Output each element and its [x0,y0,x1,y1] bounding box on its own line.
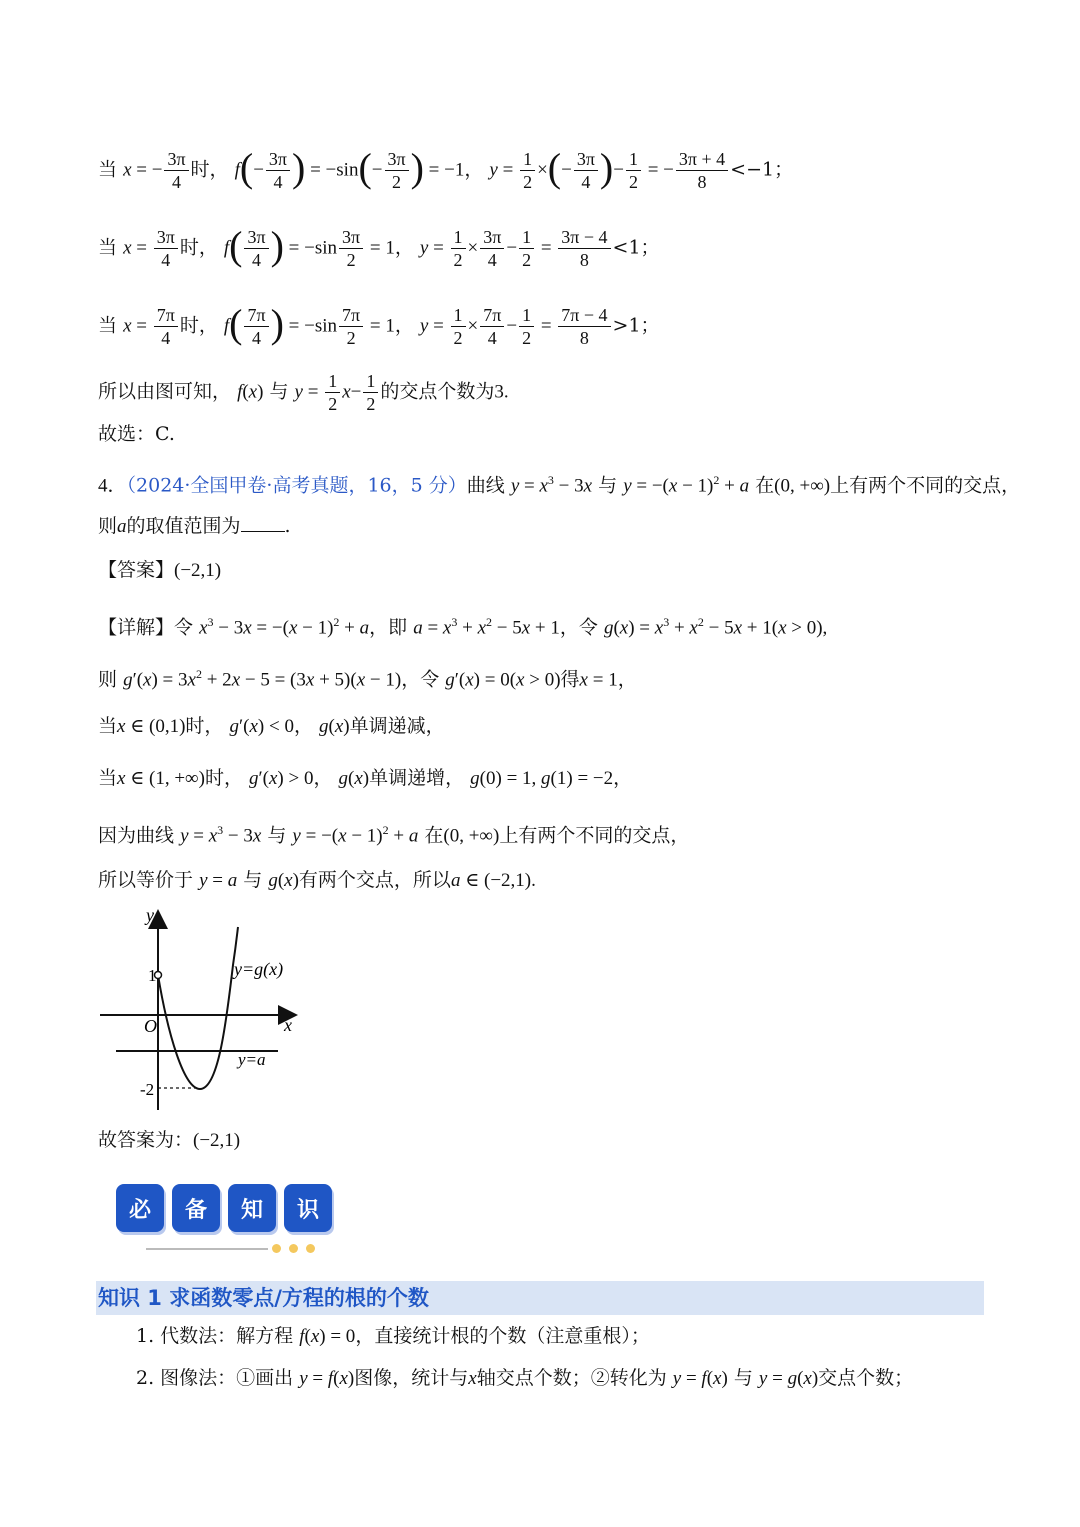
answer-value: (−2,1) [174,560,222,581]
text: 有两个交点，所以 [298,869,451,891]
text: 时， [179,314,218,337]
text: 当 [98,236,118,259]
question-source: （2024·全国甲卷·高考真题，16，5 分） [126,474,467,497]
text: 曲线 [466,474,505,497]
text: 则 [98,668,118,691]
tick-1-label: 1 [148,966,157,985]
text: ，即 [369,616,408,639]
detail-line-1: 【详解】令 $x^3 - 3x = -(x - 1)^2 + a$，即 $a = x^3 + x^2 - 5x + 1$，令 $g(x) = x^3 + x^2 - 5x + 1(x > 0)$, [98,615,828,639]
text: 得 [560,668,580,691]
text: 与 [269,380,289,403]
curve-label: y=g(x) [234,959,284,979]
section-badges [116,1184,332,1232]
knowledge-item-1: 1. 代数法：解方程 f(x) = 0，直接统计根的个数（注意重根）； [136,1325,650,1347]
answer-line [98,556,221,585]
text: 时， [204,767,243,789]
text: 当 [98,158,118,181]
text: 3. [494,381,509,403]
text: . [284,515,291,537]
badge-2: 备 [172,1184,220,1232]
text: 与 [267,824,287,847]
text: 单调递增， [369,767,465,789]
text: 令 [174,616,194,639]
text: 2. 图像法：①画出 [136,1367,294,1389]
text: 1. 代数法：解方程 [136,1325,294,1347]
text: 的取值范围为 [126,515,241,537]
text: 当 [98,715,118,737]
badge-3: 知 [228,1184,276,1232]
detail-line-2: 则 $g'(x) = 3x^2 + 2x - 5 = (3x + 5)(x - 1)$，令 g′(x) = 0(x > 0)得x = 1， [98,667,637,691]
text: 所以由图可知， [98,380,232,403]
badge-4: 识 [284,1184,332,1232]
text: 因为曲线 [98,824,175,847]
text: <−1； [730,158,794,181]
solution-line-3: 当 x = $\frac{7\pi}{4}$ 时， f( $\frac{7\pi}{4}$ ) = −sin $\frac{7\pi}{2}$ = 1， y = $\frac{1}{2}$ × $\frac{7\pi}{4}$ − $\frac{1}{2}$ = $\frac{7\pi - 4}{8}$ >1； [98,300,660,348]
detail-line-6: 所以等价于 y = a 与 g(x)有两个交点，所以a ∈ (−2,1). [98,869,536,891]
text: 的交点个数为 [380,380,495,403]
text: 故答案为： [98,1129,194,1151]
decorative-dot [272,1244,281,1253]
text: 在 [424,824,444,847]
detail-line-5: 因为曲线 $y = x^3 - 3x$ 与 $y = -(x - 1)^2 + a$ 在(0, +∞)上有两个不同的交点， [98,823,690,847]
text: 与 [243,869,263,891]
detail-line-3: 当x ∈ (0,1)时， g′(x) < 0， g(x)单调递减， [98,715,445,737]
text: ，令 [401,668,440,691]
solution-line-1: 当 x = − $\frac{3\pi}{4}$ 时， f(− $\frac{3\pi}{4}$ ) = −sin(− $\frac{3\pi}{2}$ ) = −1， y = $\frac{1}{2}$ ×(− $\frac{3\pi}{4}$ )− $\frac{1}{2}$ = − $\frac{3\pi + 4}{8}$ <−1； [98,144,794,192]
function-graph [96,905,306,1115]
text: 与 [733,1367,753,1389]
text: 与 [598,474,618,497]
text: >1； [612,314,660,337]
text: 时， [190,158,229,181]
knowledge-item-2: 2. 图像法：①画出 y = f(x)图像，统计与x轴交点个数；②转化为 y = f(x) 与 y = g(x)交点个数； [136,1367,914,1389]
solution-line-2: 当 x = $\frac{3\pi}{4}$ 时， f( $\frac{3\pi}{4}$ ) = −sin $\frac{3\pi}{2}$ = 1， y = $\frac{1}{2}$ × $\frac{3\pi}{4}$ − $\frac{1}{2}$ = $\frac{3\pi - 4}{8}$ <1； [98,222,660,270]
text: 图像，统计与 [354,1367,469,1389]
text: 当 [98,314,118,337]
g-curve [158,927,238,1089]
text: 所以等价于 [98,869,194,891]
text: 时， [179,236,218,259]
text: ，直接统计根的个数（注意重根）； [355,1325,650,1347]
answer-blank [241,513,285,532]
text: 则 [98,515,118,537]
question-number: 4． [98,475,127,497]
decorative-dot [289,1244,298,1253]
x-axis-label: x [284,1015,292,1035]
text: 轴交点个数；②转化为 [476,1367,667,1389]
text: 在 [755,474,775,497]
question-line-2: 则a的取值范围为 . [98,515,291,537]
solution-line-4: 所以由图可知， f(x) 与 y = $\frac{1}{2}$ x− $\frac{1}{2}$ 的交点个数为3. [98,371,509,414]
text: 当 [98,767,118,789]
y-axis-label: y [146,905,154,925]
detail-label: 【详解】 [98,616,175,639]
decorative-divider [146,1248,268,1250]
final-answer-value: (−2,1) [193,1130,241,1151]
final-answer-line [98,1126,240,1155]
text: 上有两个不同的交点， [830,474,1021,497]
text: <1； [612,236,660,259]
tick-neg2-label: -2 [140,1080,155,1099]
decorative-dot [306,1244,315,1253]
choice-line: 故选：C. [98,423,175,445]
section-heading: 知识 1 求函数零点/方程的根的个数 [96,1281,984,1315]
text: ，令 [559,616,598,639]
text: 时， [185,715,224,737]
text: 上有两个不同的交点， [499,824,690,847]
answer-label: 【答案】 [98,559,175,581]
detail-line-4: 当x ∈ (1, +∞)时， g′(x) > 0， g(x)单调递增， g(0) = 1, g(1) = −2， [98,767,633,789]
line-label: y=a [238,1050,266,1069]
origin-label: O [144,1016,157,1036]
text: 单调递减， [349,715,445,737]
badge-1: 必 [116,1184,164,1232]
text: 交点个数； [818,1367,914,1389]
question-line-1: 4．（2024·全国甲卷·高考真题，16，5 分）曲线 $y = x^3 - 3x$ 与 $y = -(x - 1)^2 + a$ 在(0, +∞)上有两个不同的交点， [98,473,1021,497]
